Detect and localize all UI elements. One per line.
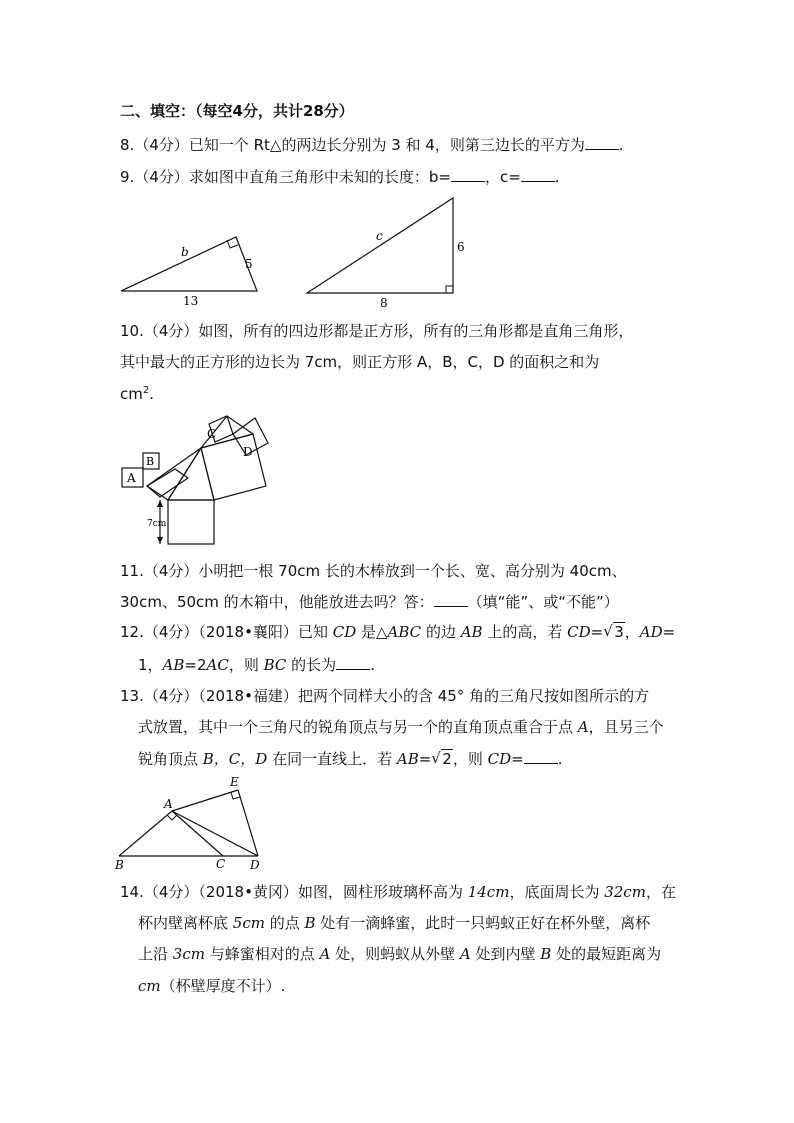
question-number: 11.: [120, 562, 144, 580]
label-c: c: [376, 229, 383, 243]
question-12-line2: 1，AB=2AC，则 BC 的长为 .: [138, 656, 375, 674]
label-A: A: [127, 471, 136, 485]
label-D: D: [250, 858, 260, 872]
question-8: 8.（4分）已知一个 Rt△的两边长分别为 3 和 4，则第三边长的平方为 .: [120, 136, 624, 154]
question-number: 14.: [120, 883, 144, 901]
question-14-line2: 杯内壁离杯底 5cm 的点 B 处有一滴蜂蜜，此时一只蚂蚁正好在杯外壁，离杯: [138, 914, 651, 932]
label-E: E: [230, 775, 239, 789]
question-number: 10.: [120, 322, 144, 340]
sqrt-2: √ 2: [431, 749, 453, 769]
question-11-line2: 30cm、50cm 的木箱中，他能放进去吗？答： （填“能”、或“不能”）: [120, 593, 619, 611]
question-score: （4分）: [134, 168, 189, 186]
label-13: 13: [183, 294, 199, 308]
label-C: C: [207, 427, 217, 441]
label-A: A: [164, 797, 173, 811]
question-number: 12.: [120, 623, 144, 641]
question-score: （4分）: [143, 562, 199, 580]
question-11-line1: 11.（4分）小明把一根 70cm 长的木棒放到一个长、宽、高分别为 40cm、: [120, 562, 627, 580]
section-title: 二、填空：（每空4分，共计28分）: [120, 102, 354, 120]
question-text: 求如图中直角三角形中未知的长度：b=: [188, 168, 451, 186]
question-13-line2: 式放置，其中一个三角尺的锐角顶点与另一个的直角顶点重合于点 A，且另三个: [138, 718, 664, 736]
sqrt-3: √ 3: [603, 622, 625, 642]
question-score: （4分）: [143, 322, 199, 340]
label-6: 6: [457, 240, 465, 254]
question-14-line1: 14.（4分）（2018•黄冈）如图，圆柱形玻璃杯高为 14cm，底面周长为 32cm，在: [120, 883, 676, 901]
label-8: 8: [380, 296, 388, 310]
question-14-line4: cm（杯壁厚度不计）.: [138, 977, 286, 995]
question-source: （2018•福建）: [198, 687, 298, 705]
question-score: （4分）: [134, 136, 189, 154]
question-13-line3: 锐角顶点 B，C，D 在同一直线上．若 AB=√ 2，则 CD= .: [138, 748, 563, 769]
label-5: 5: [245, 257, 253, 271]
label-C: C: [216, 857, 226, 871]
question-10-line2: 其中最大的正方形的边长为 7cm，则正方形 A，B，C，D 的面积之和为: [120, 353, 600, 371]
label-7cm: 7cm: [147, 519, 167, 529]
question-10-line3: $cm^2$.: [120, 385, 155, 403]
question-10-line1: 10.（4分）如图，所有的四边形都是正方形，所有的三角形都是直角三角形，: [120, 322, 634, 340]
question-9: 9.（4分）求如图中直角三角形中未知的长度：b= ，c= .: [120, 168, 560, 186]
question-number: 8.: [120, 136, 135, 154]
question-13-line1: 13.（4分）（2018•福建）把两个同样大小的含 45° 角的三角尺按如图所示的方: [120, 687, 650, 705]
question-14-line3: 上沿 3cm 与蜂蜜相对的点 A 处，则蚂蚁从外壁 A 处到内壁 B 处的最短距离为: [138, 945, 662, 963]
question-number: 9.: [120, 168, 135, 186]
question-text: 已知一个 Rt△的两边长分别为 3 和 4，则第三边长的平方为: [188, 136, 585, 154]
label-B: B: [146, 455, 155, 468]
label-B: B: [115, 858, 124, 872]
question-12-line1: 12.（4分）（2018•襄阳）已知 CD 是△ABC 的边 AB 上的高，若 CD=√ 3，AD=: [120, 622, 675, 642]
label-b: b: [181, 245, 189, 259]
question-number: 13.: [120, 687, 144, 705]
question-source: （2018•黄冈）: [198, 883, 298, 901]
label-D: D: [243, 445, 253, 459]
question-source: （2018•襄阳）: [198, 623, 298, 641]
